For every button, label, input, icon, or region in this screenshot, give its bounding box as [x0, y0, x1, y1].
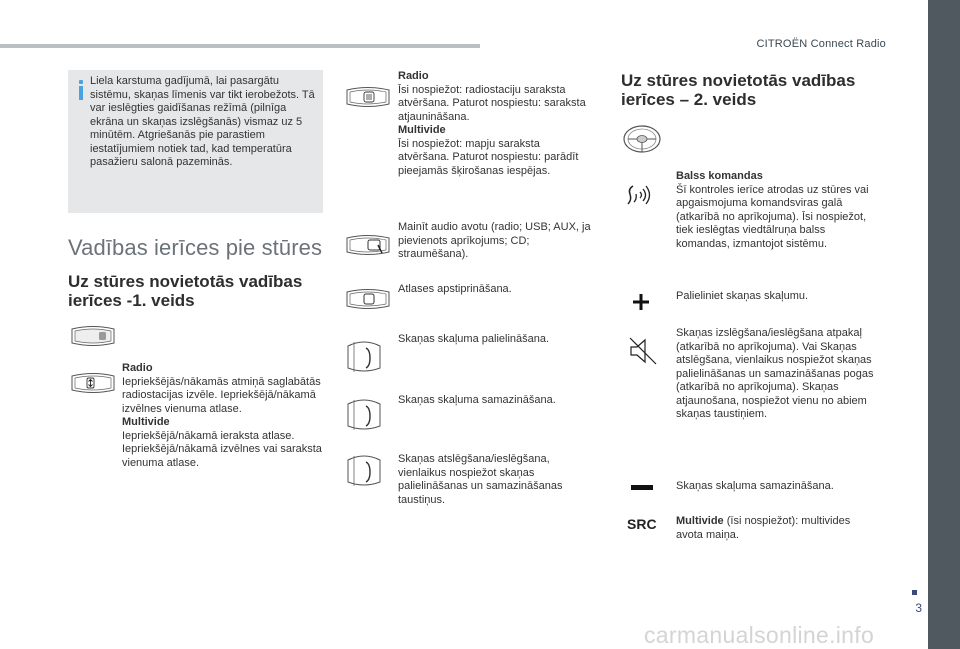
- type2-voice-desc: [676, 170, 876, 251]
- mid-voldown-desc: Skaņas skaļuma samazināšana.: [398, 394, 556, 406]
- mid-confirm-desc: Atlases apstiprināšana.: [398, 283, 512, 295]
- mid-source-desc: Mainīt audio avotu (radio; USB; AUX, ja pievienots aprīkojums; CD; straumēšana).: [398, 221, 591, 260]
- type1-item1-desc: [122, 362, 332, 470]
- label-radio: Radio: [122, 362, 153, 374]
- steering-control-module-icon: [69, 323, 117, 349]
- label-voice: Balss komandas: [676, 170, 763, 182]
- page-number: 3: [915, 601, 922, 615]
- steering-wheel-icon: [622, 124, 662, 154]
- mid-radio-desc: [398, 70, 593, 178]
- mid-mute-desc: Skaņas atslēgšana/ieslēgšana, vienlaikus nospiežot skaņas palielināšanas un samazināšanas taustiņus.: [398, 453, 563, 506]
- plus-icon: [631, 292, 651, 312]
- info-icon: [78, 80, 84, 100]
- text-radio: Īsi nospiežot: radiostaciju saraksta atvēršana. Paturot nospiestu: saraksta atjaunināšana.: [398, 83, 586, 123]
- text-src: (īsi nospiežot): multivides avota maiņa.: [676, 515, 851, 541]
- steering-thumbwheel-icon: [69, 370, 117, 396]
- mute-speaker-icon: [628, 336, 658, 366]
- label-multivide: Multivide: [676, 515, 724, 527]
- voice-command-icon: [622, 180, 654, 208]
- section-title: Vadības ierīces pie stūres: [68, 235, 323, 260]
- watermark: carmanualsonline.info: [644, 622, 875, 648]
- mid-volup-desc: Skaņas skaļuma palielināšana.: [398, 333, 550, 345]
- type2-minus-desc: Skaņas skaļuma samazināšana.: [676, 480, 834, 492]
- text-multivide: Īsi nospiežot: mapju saraksta atvēršana. Paturot nospiestu: parādīt pieejamās šķirošanas iespējas.: [398, 137, 579, 177]
- page-side-band: [928, 0, 960, 649]
- info-note-text: Liela karstuma gadījumā, lai pasargātu sistēmu, skaņas līmenis var tikt ierobežots. Tā var ieslēgties gaidīšanas režīmā (pilnīga ekrāna un skaņas izslēgšanās) vismaz uz 5 minūtēm. Atgriešanās pie parastiem iestatījumiem notiek tad, kad temperatūra pasažieru salonā pazeminās.: [90, 75, 315, 168]
- source-button-icon: [344, 232, 392, 258]
- type2-plus-desc: Palieliniet skaņas skaļumu.: [676, 290, 809, 302]
- mute-paddle-icon: [344, 450, 384, 490]
- confirm-button-icon: [344, 286, 392, 312]
- type2-mute-desc: Skaņas izslēgšana/ieslēgšana atpakaļ (atkarībā no aprīkojuma). Vai Skaņas atslēgšana, vienlaikus nospiežot skaņas palielināšanas un samazināšanas pogas (atkarībā no aprīkojuma). Skaņas atjaunošana, nospiežot vienu no abiem skaņas taustiņiem.: [676, 327, 874, 420]
- label-multivide: Multivide: [398, 124, 446, 136]
- type2-src-desc: [676, 515, 876, 542]
- page-marker: [912, 590, 917, 595]
- minus-icon: [631, 484, 653, 492]
- src-key-label: SRC: [627, 516, 657, 532]
- text-voice: Šī kontroles ierīce atrodas uz stūres vai apgaismojuma komandsviras galā (atkarībā no aprīkojuma). Īsi nospiežot, tiek ieslēgtas viedtālruņa balss komandas, izmantojot sistēmu.: [676, 183, 869, 250]
- running-header: CITROËN Connect Radio: [756, 38, 886, 50]
- text-radio: Iepriekšējās/nākamās atmiņā saglabātās radiostacijas izvēle. Iepriekšējā/nākamā izvēlnes vienuma atlase.: [122, 375, 321, 415]
- list-button-icon: [344, 84, 392, 110]
- header-rule: [0, 44, 480, 48]
- volume-up-paddle-icon: [344, 336, 384, 376]
- label-multivide: Multivide: [122, 416, 170, 428]
- type2-heading: Uz stūres novietotās vadības ierīces – 2. veids: [621, 71, 856, 109]
- type1-heading: Uz stūres novietotās vadības ierīces -1. veids: [68, 272, 303, 310]
- label-radio: Radio: [398, 70, 429, 82]
- volume-down-paddle-icon: [344, 394, 384, 434]
- text-multivide: Iepriekšējā/nākamā ieraksta atlase. Iepriekšējā/nākamā izvēlnes vai saraksta vienuma atlase.: [122, 429, 322, 469]
